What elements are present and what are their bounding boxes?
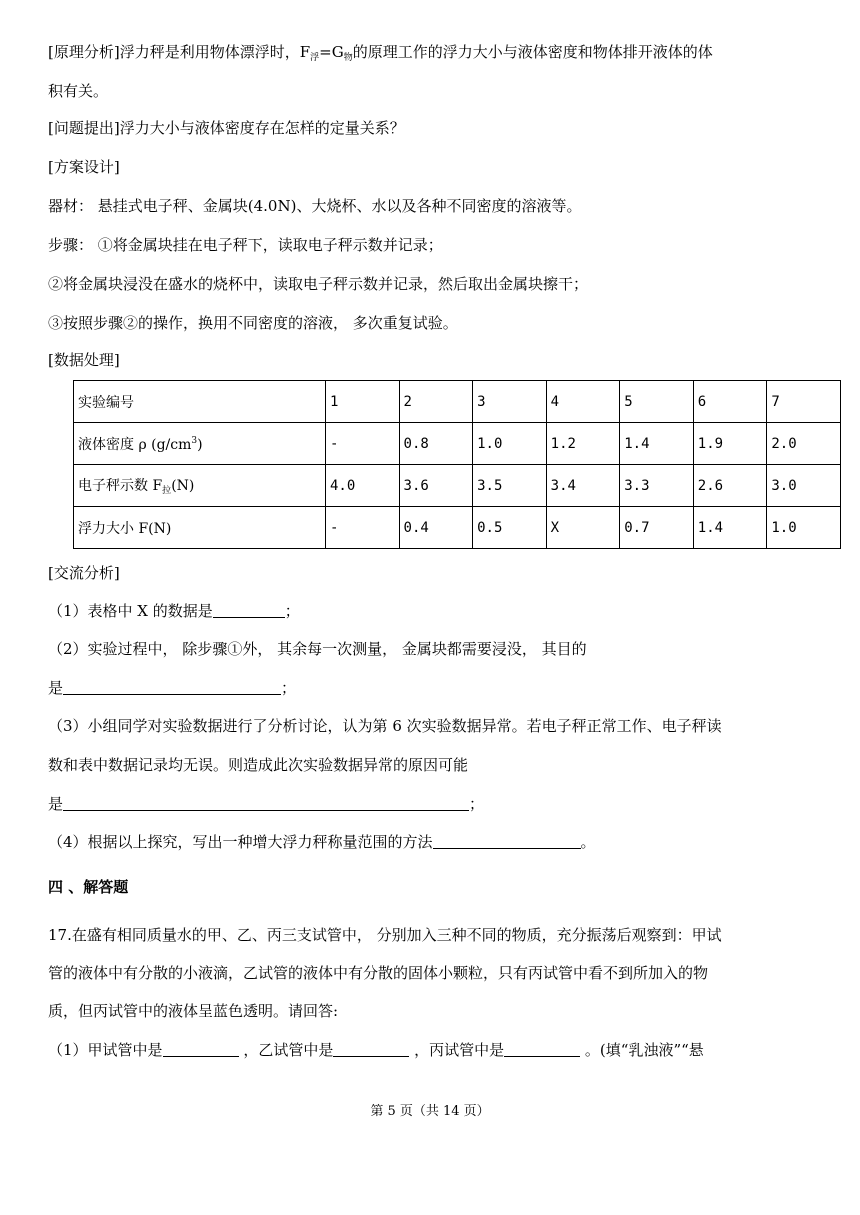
discussion-label: [交流分析] [48,564,120,582]
table-cell: 2 [399,381,473,423]
principle-label: [原理分析] [48,43,120,61]
table-cell: 4 [546,381,620,423]
question-4: （4）根据以上探究，写出一种增大浮力秤称量范围的方法 。 [48,833,596,851]
table-cell: 0.7 [620,507,694,549]
table-cell: 1 [325,381,399,423]
table-cell: - [325,423,399,465]
table-cell: 3.5 [473,465,547,507]
answer-blank[interactable] [63,680,281,695]
table-cell: 2.0 [767,423,841,465]
question-3-line-3: 是 ； [48,795,485,813]
answer-blank[interactable] [433,834,581,849]
question-line: [问题提出]浮力大小与液体密度存在怎样的定量关系？ [48,119,405,137]
table-cell: 1.4 [620,423,694,465]
table-cell: 0.4 [399,507,473,549]
table-cell: - [325,507,399,549]
answer-blank[interactable] [163,1042,239,1057]
principle-line-1: [原理分析]浮力秤是利用物体漂浮时，$F_浮=G_物$的原理工作的浮力大小与液体密度和物体排开液体的体 [48,43,713,63]
step-2: ②将金属块浸没在盛水的烧杯中，读取电子秤示数并记录，然后取出金属块擦干； [48,275,589,293]
step-1: 步骤： ①将金属块挂在电子秤下，读取电子秤示数并记录； [48,236,443,254]
table-cell: 0.5 [473,507,547,549]
question-3-line-2: 数和表中数据记录均无误。则造成此次实验数据异常的原因可能 [48,756,469,774]
table-cell: 3.6 [399,465,473,507]
table-cell: 1.2 [546,423,620,465]
equipment-line: 器材： 悬挂式电子秤、金属块(4.0N)、大烧杯、水以及各种不同密度的溶液等。 [48,197,582,215]
step-3: ③按照步骤②的操作，换用不同密度的溶液， 多次重复试验。 [48,314,458,332]
table-cell: 1.0 [767,507,841,549]
table-cell: 3.4 [546,465,620,507]
question-3-line-1: （3）小组同学对实验数据进行了分析讨论，认为第 6 次实验数据异常。若电子秤正常工作、电子秤读 [48,717,722,735]
table-cell: 3.0 [767,465,841,507]
answer-blank[interactable] [504,1042,580,1057]
q17-line-2: 管的液体中有分散的小液滴，乙试管的液体中有分散的固体小颗粒，只有丙试管中看不到所加入的物 [48,964,709,982]
table-row-density [74,423,841,465]
row-header: 电子秤示数 $F_拉(N)$ [74,465,326,507]
table-cell: 5 [620,381,694,423]
table-cell: 2.6 [693,465,767,507]
row-header: 液体密度 ρ $(g/cm^3)$ [74,423,326,465]
q17-line-1: 17.在盛有相同质量水的甲、乙、丙三支试管中， 分别加入三种不同的物质，充分振荡后观察到：甲试 [48,926,722,944]
page-footer: 第 5 页（共 14 页） [370,1104,490,1119]
table-cell: 0.8 [399,423,473,465]
table-cell: 3 [473,381,547,423]
table-cell: 3.3 [620,465,694,507]
answer-blank[interactable] [213,603,285,618]
table-row-buoyancy [74,507,841,549]
table-cell: 1.4 [693,507,767,549]
row-header: 实验编号 [74,381,326,423]
question-2-line-2: 是 ； [48,679,297,697]
table-cell: 4.0 [325,465,399,507]
table-row-reading [74,465,841,507]
table-cell: 1.9 [693,423,767,465]
q17-line-3: 质，但丙试管中的液体呈蓝色透明。请回答: [48,1002,339,1020]
section-title: 四 、解答题 [48,878,129,896]
row-header: 浮力大小 F(N) [74,507,326,549]
data-table [73,380,841,549]
data-label: [数据处理] [48,351,120,369]
answer-blank[interactable] [63,796,469,811]
table-row-number [74,381,841,423]
table-cell: 6 [693,381,767,423]
table-cell: X [546,507,620,549]
table-cell: 1.0 [473,423,547,465]
q17-subquestion-1: （1）甲试管中是 ，乙试管中是 ，丙试管中是 。(填“乳浊液”“悬 [48,1041,704,1059]
principle-line-2: 积有关。 [48,82,109,100]
question-1: （1）表格中 X 的数据是 ； [48,602,300,620]
design-label: [方案设计] [48,158,120,176]
question-2-line-1: （2）实验过程中， 除步骤①外， 其余每一次测量， 金属块都需要浸没， 其目的 [48,640,587,658]
answer-blank[interactable] [333,1042,409,1057]
table-cell: 7 [767,381,841,423]
